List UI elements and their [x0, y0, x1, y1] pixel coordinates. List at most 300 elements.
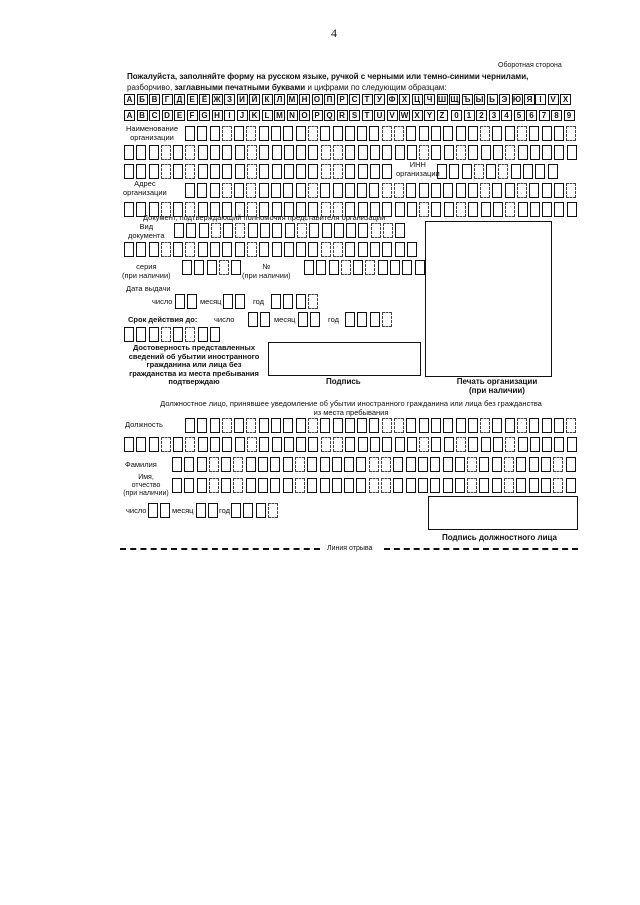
input-cell[interactable]: [456, 126, 466, 141]
input-cell[interactable]: [382, 126, 392, 141]
input-cell[interactable]: [504, 478, 514, 493]
input-cell[interactable]: [149, 164, 159, 179]
input-cell[interactable]: [357, 312, 367, 327]
input-cell[interactable]: [271, 418, 281, 433]
input-cell[interactable]: [124, 242, 134, 257]
input-cell[interactable]: [479, 478, 489, 493]
input-cell[interactable]: [160, 503, 170, 518]
input-cell[interactable]: [182, 260, 192, 275]
input-cell[interactable]: [381, 457, 391, 472]
input-cell[interactable]: [530, 437, 540, 452]
input-cell[interactable]: [493, 437, 503, 452]
input-cell[interactable]: [296, 126, 306, 141]
input-cell[interactable]: [467, 478, 477, 493]
input-cell[interactable]: [382, 183, 392, 198]
input-cell[interactable]: [518, 437, 528, 452]
input-cell[interactable]: [332, 457, 342, 472]
input-cell[interactable]: [529, 183, 539, 198]
input-cell[interactable]: [542, 145, 552, 160]
input-cell[interactable]: [493, 145, 503, 160]
input-cell[interactable]: [197, 126, 207, 141]
input-cell[interactable]: [443, 126, 453, 141]
input-cell[interactable]: [148, 503, 158, 518]
input-cell[interactable]: [283, 183, 293, 198]
input-cell[interactable]: [333, 437, 343, 452]
input-cell[interactable]: [357, 418, 367, 433]
input-cell[interactable]: [256, 503, 266, 518]
input-cell[interactable]: [197, 183, 207, 198]
stamp-box[interactable]: [425, 221, 552, 377]
surname-cells[interactable]: [172, 457, 578, 472]
input-cell[interactable]: [197, 457, 207, 472]
input-cell[interactable]: [209, 478, 219, 493]
input-cell[interactable]: [296, 242, 306, 257]
input-cell[interactable]: [431, 437, 441, 452]
input-cell[interactable]: [235, 164, 245, 179]
input-cell[interactable]: [173, 164, 183, 179]
input-cell[interactable]: [210, 418, 220, 433]
input-cell[interactable]: [382, 145, 392, 160]
input-cell[interactable]: [523, 164, 533, 179]
input-cell[interactable]: [185, 183, 195, 198]
input-cell[interactable]: [221, 478, 231, 493]
input-cell[interactable]: [443, 478, 453, 493]
input-cell[interactable]: [395, 202, 405, 217]
input-cell[interactable]: [235, 145, 245, 160]
input-cell[interactable]: [430, 478, 440, 493]
input-cell[interactable]: [554, 145, 564, 160]
input-cell[interactable]: [321, 242, 331, 257]
input-cell[interactable]: [553, 457, 563, 472]
input-cell[interactable]: [283, 126, 293, 141]
input-cell[interactable]: [161, 164, 171, 179]
input-cell[interactable]: [344, 478, 354, 493]
input-cell[interactable]: [210, 242, 220, 257]
input-cell[interactable]: [332, 478, 342, 493]
input-cell[interactable]: [320, 457, 330, 472]
input-cell[interactable]: [259, 418, 269, 433]
input-cell[interactable]: [517, 126, 527, 141]
input-cell[interactable]: [407, 242, 417, 257]
input-cell[interactable]: [161, 327, 171, 342]
input-cell[interactable]: [406, 457, 416, 472]
given-name-cells[interactable]: [172, 478, 578, 493]
input-cell[interactable]: [505, 418, 515, 433]
input-cell[interactable]: [370, 242, 380, 257]
input-cell[interactable]: [272, 242, 282, 257]
input-cell[interactable]: [353, 260, 363, 275]
input-cell[interactable]: [456, 183, 466, 198]
validity-month-cells[interactable]: [298, 312, 323, 327]
date-day-cells[interactable]: [148, 503, 173, 518]
input-cell[interactable]: [333, 145, 343, 160]
input-cell[interactable]: [462, 164, 472, 179]
input-cell[interactable]: [321, 145, 331, 160]
input-cell[interactable]: [541, 478, 551, 493]
input-cell[interactable]: [161, 437, 171, 452]
input-cell[interactable]: [296, 437, 306, 452]
input-cell[interactable]: [185, 242, 195, 257]
input-cell[interactable]: [258, 457, 268, 472]
input-cell[interactable]: [149, 437, 159, 452]
input-cell[interactable]: [542, 183, 552, 198]
input-cell[interactable]: [295, 478, 305, 493]
input-cell[interactable]: [554, 202, 564, 217]
input-cell[interactable]: [310, 312, 320, 327]
input-cell[interactable]: [175, 294, 185, 309]
input-cell[interactable]: [247, 145, 257, 160]
input-cell[interactable]: [456, 145, 466, 160]
input-cell[interactable]: [345, 418, 355, 433]
input-cell[interactable]: [567, 145, 577, 160]
input-cell[interactable]: [480, 126, 490, 141]
input-cell[interactable]: [296, 145, 306, 160]
input-cell[interactable]: [247, 242, 257, 257]
input-cell[interactable]: [272, 164, 282, 179]
input-cell[interactable]: [357, 126, 367, 141]
input-cell[interactable]: [185, 418, 195, 433]
input-cell[interactable]: [390, 260, 400, 275]
input-cell[interactable]: [554, 183, 564, 198]
input-cell[interactable]: [235, 437, 245, 452]
input-cell[interactable]: [161, 145, 171, 160]
input-cell[interactable]: [370, 145, 380, 160]
input-cell[interactable]: [468, 418, 478, 433]
input-cell[interactable]: [505, 202, 515, 217]
input-cell[interactable]: [431, 202, 441, 217]
input-cell[interactable]: [517, 183, 527, 198]
input-cell[interactable]: [272, 223, 282, 238]
input-cell[interactable]: [345, 145, 355, 160]
input-cell[interactable]: [542, 202, 552, 217]
input-cell[interactable]: [185, 327, 195, 342]
input-cell[interactable]: [333, 164, 343, 179]
input-cell[interactable]: [248, 312, 258, 327]
input-cell[interactable]: [231, 260, 241, 275]
input-cell[interactable]: [233, 457, 243, 472]
input-cell[interactable]: [358, 437, 368, 452]
input-cell[interactable]: [210, 327, 220, 342]
input-cell[interactable]: [211, 223, 221, 238]
input-cell[interactable]: [296, 164, 306, 179]
input-cell[interactable]: [382, 164, 392, 179]
input-cell[interactable]: [197, 478, 207, 493]
input-cell[interactable]: [234, 183, 244, 198]
input-cell[interactable]: [333, 183, 343, 198]
input-cell[interactable]: [345, 242, 355, 257]
series-cells[interactable]: [182, 260, 243, 275]
input-cell[interactable]: [260, 223, 270, 238]
input-cell[interactable]: [395, 223, 405, 238]
input-cell[interactable]: [455, 478, 465, 493]
input-cell[interactable]: [235, 294, 245, 309]
input-cell[interactable]: [199, 223, 209, 238]
input-cell[interactable]: [383, 223, 393, 238]
input-cell[interactable]: [329, 260, 339, 275]
input-cell[interactable]: [296, 418, 306, 433]
date-year-cells[interactable]: [231, 503, 280, 518]
input-cell[interactable]: [307, 457, 317, 472]
issue-day-cells[interactable]: [175, 294, 200, 309]
input-cell[interactable]: [529, 478, 539, 493]
input-cell[interactable]: [246, 457, 256, 472]
input-cell[interactable]: [209, 457, 219, 472]
input-cell[interactable]: [308, 294, 318, 309]
input-cell[interactable]: [210, 437, 220, 452]
input-cell[interactable]: [468, 202, 478, 217]
input-cell[interactable]: [322, 223, 332, 238]
input-cell[interactable]: [371, 223, 381, 238]
input-cell[interactable]: [247, 437, 257, 452]
input-cell[interactable]: [259, 437, 269, 452]
input-cell[interactable]: [345, 183, 355, 198]
input-cell[interactable]: [295, 457, 305, 472]
input-cell[interactable]: [542, 126, 552, 141]
input-cell[interactable]: [449, 164, 459, 179]
input-cell[interactable]: [529, 457, 539, 472]
input-cell[interactable]: [307, 478, 317, 493]
input-cell[interactable]: [554, 437, 564, 452]
input-cell[interactable]: [493, 202, 503, 217]
input-cell[interactable]: [272, 145, 282, 160]
input-cell[interactable]: [233, 478, 243, 493]
input-cell[interactable]: [467, 457, 477, 472]
input-cell[interactable]: [284, 145, 294, 160]
input-cell[interactable]: [498, 164, 508, 179]
input-cell[interactable]: [184, 457, 194, 472]
input-cell[interactable]: [284, 242, 294, 257]
input-cell[interactable]: [246, 418, 256, 433]
input-cell[interactable]: [259, 183, 269, 198]
input-cell[interactable]: [566, 457, 576, 472]
input-cell[interactable]: [297, 223, 307, 238]
input-cell[interactable]: [308, 242, 318, 257]
input-cell[interactable]: [333, 418, 343, 433]
input-cell[interactable]: [283, 418, 293, 433]
input-cell[interactable]: [548, 164, 558, 179]
input-cell[interactable]: [356, 478, 366, 493]
input-cell[interactable]: [320, 478, 330, 493]
input-cell[interactable]: [486, 164, 496, 179]
input-cell[interactable]: [234, 418, 244, 433]
input-cell[interactable]: [186, 223, 196, 238]
input-cell[interactable]: [419, 418, 429, 433]
input-cell[interactable]: [173, 145, 183, 160]
input-cell[interactable]: [345, 437, 355, 452]
input-cell[interactable]: [365, 260, 375, 275]
position-cells-row-1[interactable]: [185, 418, 579, 433]
input-cell[interactable]: [369, 418, 379, 433]
input-cell[interactable]: [358, 145, 368, 160]
input-cell[interactable]: [124, 327, 134, 342]
input-cell[interactable]: [316, 260, 326, 275]
input-cell[interactable]: [149, 327, 159, 342]
validity-year-cells[interactable]: [345, 312, 394, 327]
input-cell[interactable]: [356, 457, 366, 472]
input-cell[interactable]: [284, 437, 294, 452]
input-cell[interactable]: [567, 437, 577, 452]
input-cell[interactable]: [174, 223, 184, 238]
input-cell[interactable]: [320, 126, 330, 141]
input-cell[interactable]: [185, 145, 195, 160]
input-cell[interactable]: [308, 418, 318, 433]
input-cell[interactable]: [443, 418, 453, 433]
input-cell[interactable]: [357, 183, 367, 198]
org-name-cells-row-1[interactable]: [185, 126, 579, 141]
input-cell[interactable]: [321, 437, 331, 452]
input-cell[interactable]: [407, 437, 417, 452]
input-cell[interactable]: [320, 183, 330, 198]
input-cell[interactable]: [223, 223, 233, 238]
input-cell[interactable]: [248, 223, 258, 238]
input-cell[interactable]: [321, 164, 331, 179]
inn-cells[interactable]: [437, 164, 560, 179]
input-cell[interactable]: [370, 312, 380, 327]
input-cell[interactable]: [566, 478, 576, 493]
input-cell[interactable]: [223, 294, 233, 309]
org-address-cells-row-1[interactable]: [185, 183, 579, 198]
input-cell[interactable]: [518, 202, 528, 217]
input-cell[interactable]: [394, 183, 404, 198]
input-cell[interactable]: [219, 260, 229, 275]
input-cell[interactable]: [173, 327, 183, 342]
issue-year-cells[interactable]: [271, 294, 320, 309]
input-cell[interactable]: [194, 260, 204, 275]
date-month-cells[interactable]: [196, 503, 221, 518]
input-cell[interactable]: [270, 457, 280, 472]
input-cell[interactable]: [124, 145, 134, 160]
input-cell[interactable]: [480, 418, 490, 433]
input-cell[interactable]: [378, 260, 388, 275]
input-cell[interactable]: [136, 164, 146, 179]
input-cell[interactable]: [369, 183, 379, 198]
input-cell[interactable]: [259, 126, 269, 141]
input-cell[interactable]: [516, 478, 526, 493]
input-cell[interactable]: [284, 164, 294, 179]
input-cell[interactable]: [393, 478, 403, 493]
input-cell[interactable]: [566, 183, 576, 198]
input-cell[interactable]: [418, 478, 428, 493]
signature-box[interactable]: [268, 342, 421, 376]
input-cell[interactable]: [271, 126, 281, 141]
input-cell[interactable]: [222, 145, 232, 160]
input-cell[interactable]: [260, 312, 270, 327]
input-cell[interactable]: [197, 418, 207, 433]
input-cell[interactable]: [505, 145, 515, 160]
input-cell[interactable]: [395, 437, 405, 452]
org-name-cells-row-3[interactable]: [124, 164, 395, 179]
input-cell[interactable]: [541, 457, 551, 472]
input-cell[interactable]: [271, 294, 281, 309]
input-cell[interactable]: [481, 145, 491, 160]
input-cell[interactable]: [518, 145, 528, 160]
input-cell[interactable]: [285, 223, 295, 238]
input-cell[interactable]: [394, 418, 404, 433]
validity-extra-cells[interactable]: [124, 327, 222, 342]
input-cell[interactable]: [406, 126, 416, 141]
input-cell[interactable]: [444, 437, 454, 452]
input-cell[interactable]: [443, 183, 453, 198]
input-cell[interactable]: [418, 457, 428, 472]
input-cell[interactable]: [431, 126, 441, 141]
input-cell[interactable]: [382, 437, 392, 452]
input-cell[interactable]: [222, 164, 232, 179]
input-cell[interactable]: [406, 418, 416, 433]
input-cell[interactable]: [124, 202, 134, 217]
input-cell[interactable]: [419, 437, 429, 452]
input-cell[interactable]: [407, 202, 417, 217]
input-cell[interactable]: [304, 260, 314, 275]
input-cell[interactable]: [185, 437, 195, 452]
validity-day-cells[interactable]: [248, 312, 273, 327]
input-cell[interactable]: [456, 437, 466, 452]
input-cell[interactable]: [492, 183, 502, 198]
input-cell[interactable]: [402, 260, 412, 275]
input-cell[interactable]: [210, 183, 220, 198]
input-cell[interactable]: [346, 223, 356, 238]
input-cell[interactable]: [196, 503, 206, 518]
input-cell[interactable]: [136, 327, 146, 342]
input-cell[interactable]: [334, 223, 344, 238]
input-cell[interactable]: [268, 503, 278, 518]
input-cell[interactable]: [221, 457, 231, 472]
input-cell[interactable]: [358, 223, 368, 238]
input-cell[interactable]: [370, 437, 380, 452]
input-cell[interactable]: [149, 145, 159, 160]
input-cell[interactable]: [456, 202, 466, 217]
input-cell[interactable]: [468, 437, 478, 452]
input-cell[interactable]: [456, 418, 466, 433]
input-cell[interactable]: [430, 457, 440, 472]
input-cell[interactable]: [358, 242, 368, 257]
input-cell[interactable]: [419, 126, 429, 141]
input-cell[interactable]: [124, 437, 134, 452]
input-cell[interactable]: [235, 242, 245, 257]
input-cell[interactable]: [333, 126, 343, 141]
input-cell[interactable]: [320, 418, 330, 433]
input-cell[interactable]: [308, 437, 318, 452]
input-cell[interactable]: [308, 183, 318, 198]
input-cell[interactable]: [185, 164, 195, 179]
input-cell[interactable]: [259, 145, 269, 160]
input-cell[interactable]: [271, 183, 281, 198]
input-cell[interactable]: [530, 202, 540, 217]
input-cell[interactable]: [381, 478, 391, 493]
input-cell[interactable]: [296, 294, 306, 309]
input-cell[interactable]: [481, 202, 491, 217]
input-cell[interactable]: [406, 478, 416, 493]
input-cell[interactable]: [161, 242, 171, 257]
input-cell[interactable]: [222, 126, 232, 141]
input-cell[interactable]: [246, 478, 256, 493]
input-cell[interactable]: [505, 126, 515, 141]
input-cell[interactable]: [505, 183, 515, 198]
input-cell[interactable]: [535, 164, 545, 179]
input-cell[interactable]: [566, 126, 576, 141]
input-cell[interactable]: [505, 437, 515, 452]
input-cell[interactable]: [136, 242, 146, 257]
issue-month-cells[interactable]: [223, 294, 248, 309]
input-cell[interactable]: [407, 145, 417, 160]
doc-type-cells-row-2[interactable]: [124, 242, 419, 257]
input-cell[interactable]: [369, 478, 379, 493]
input-cell[interactable]: [474, 164, 484, 179]
input-cell[interactable]: [308, 145, 318, 160]
input-cell[interactable]: [542, 418, 552, 433]
input-cell[interactable]: [554, 418, 564, 433]
input-cell[interactable]: [308, 126, 318, 141]
input-cell[interactable]: [395, 242, 405, 257]
